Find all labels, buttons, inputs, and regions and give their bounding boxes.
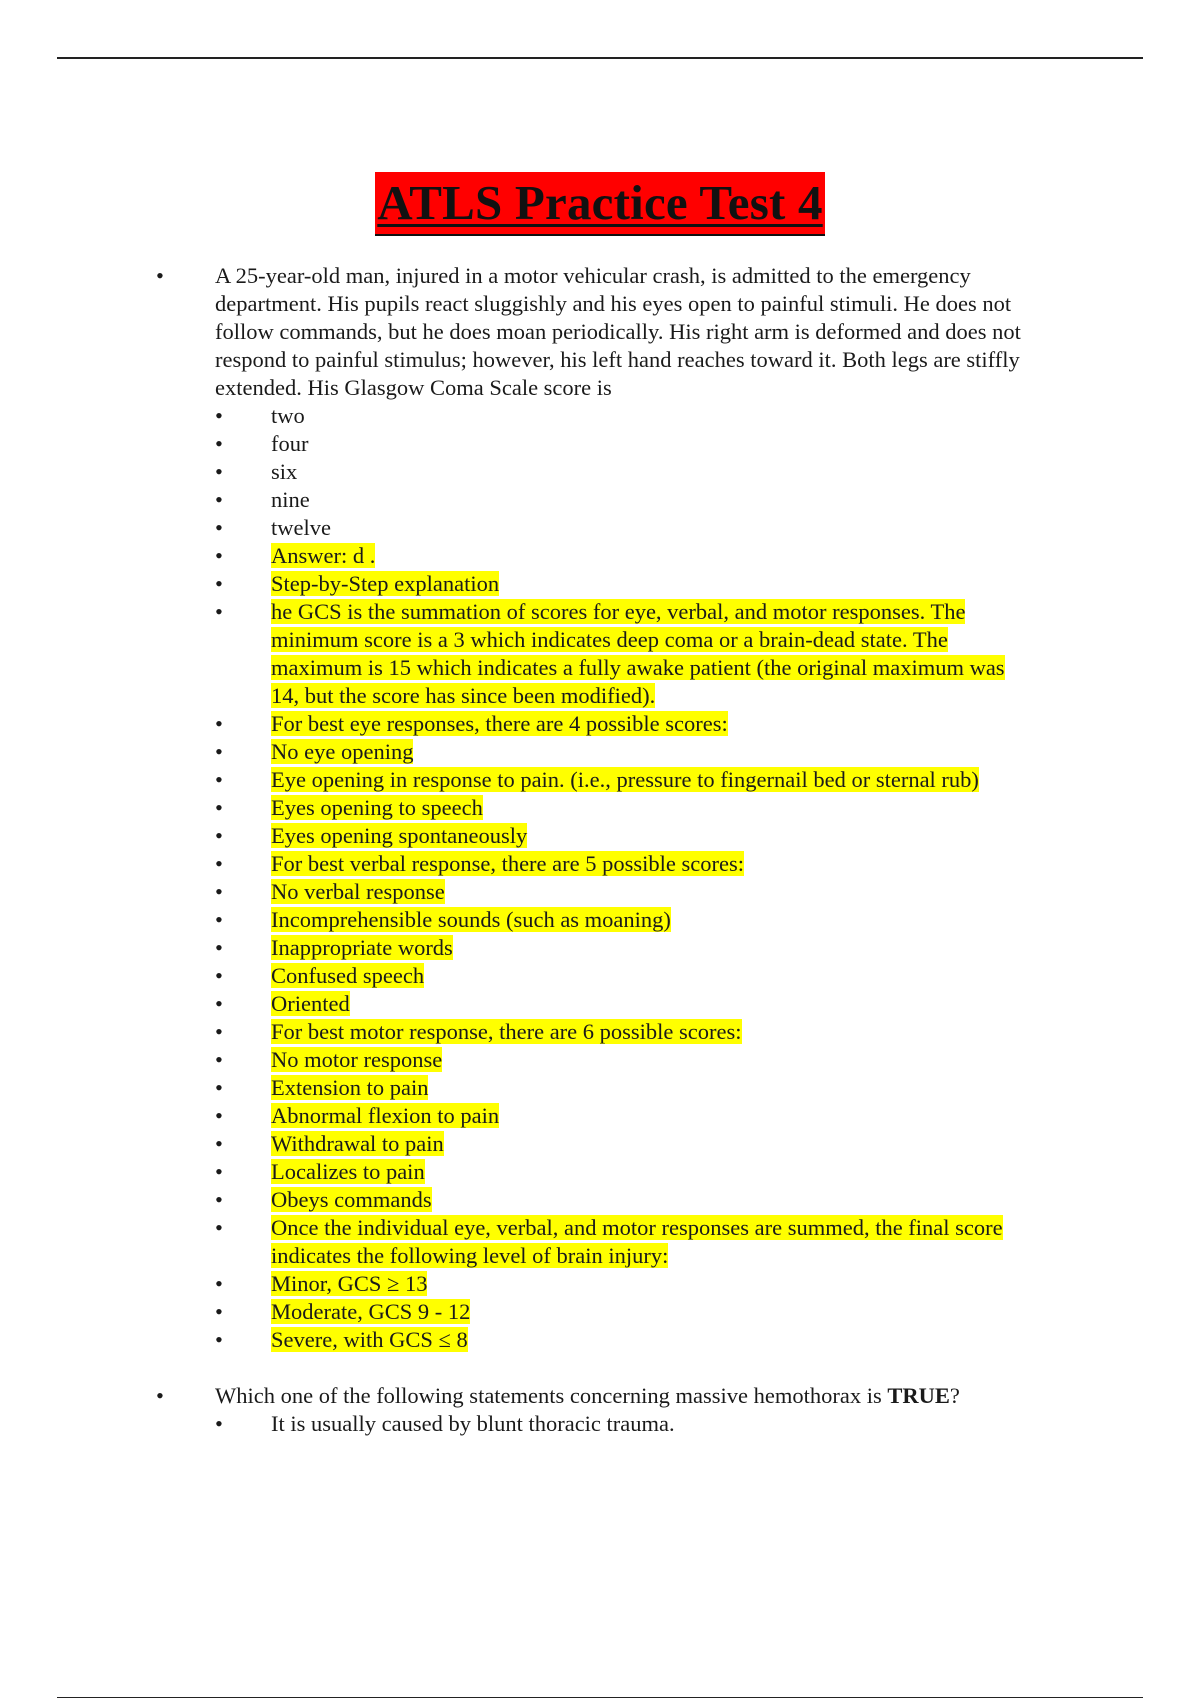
explanation-item: Once the individual eye, verbal, and motor responses are summed, the final score indicates the following level of brain injury: bbox=[271, 1215, 1003, 1268]
answer-options bbox=[215, 1410, 1035, 1438]
list-item: six bbox=[271, 459, 298, 484]
question-2 bbox=[0, 1382, 1035, 1438]
document-title: ATLS Practice Test 4 bbox=[375, 172, 824, 236]
explanation-heading: Step-by-Step explanation bbox=[271, 571, 500, 596]
explanation-item: Eyes opening to speech bbox=[271, 795, 483, 820]
answer-options bbox=[215, 402, 1035, 1354]
explanation-item: Moderate, GCS 9 - 12 bbox=[271, 1299, 471, 1324]
explanation-item: No motor response bbox=[271, 1047, 443, 1072]
answer-line: Answer: d . bbox=[271, 543, 376, 568]
header-rule bbox=[57, 57, 1143, 59]
list-item: nine bbox=[271, 487, 310, 512]
explanation-item: Obeys commands bbox=[271, 1187, 432, 1212]
explanation-item: Withdrawal to pain bbox=[271, 1131, 444, 1156]
list-item: It is usually caused by blunt thoracic trauma. bbox=[271, 1411, 675, 1436]
explanation-item: he GCS is the summation of scores for eye, verbal, and motor responses. The minimum score is a 3 which indicates deep coma or a brain-dead state. The maximum is 15 which indicates a fully awake patient (the original maximum was 14, but the score has since been modified). bbox=[271, 599, 1005, 708]
explanation-item: Extension to pain bbox=[271, 1075, 429, 1100]
explanation-item: No verbal response bbox=[271, 879, 445, 904]
footer-rule bbox=[57, 1697, 1143, 1698]
explanation-item: Incomprehensible sounds (such as moaning) bbox=[271, 907, 671, 932]
explanation-item: Minor, GCS ≥ 13 bbox=[271, 1271, 428, 1296]
explanation-item: Severe, with GCS ≤ 8 bbox=[271, 1327, 468, 1352]
explanation-item: For best eye responses, there are 4 possible scores: bbox=[271, 711, 728, 736]
document-body bbox=[0, 262, 1200, 1438]
explanation-item: Eyes opening spontaneously bbox=[271, 823, 528, 848]
explanation-item: For best motor response, there are 6 possible scores: bbox=[271, 1019, 742, 1044]
explanation-item: Localizes to pain bbox=[271, 1159, 425, 1184]
question-bullet: • bbox=[156, 263, 164, 288]
explanation-item: No eye opening bbox=[271, 739, 414, 764]
question-1 bbox=[0, 262, 1035, 1354]
title-container bbox=[0, 172, 1200, 236]
explanation-item: Inappropriate words bbox=[271, 935, 453, 960]
question-stem: A 25-year-old man, injured in a motor vehicular crash, is admitted to the emergency department. His pupils react sluggishly and his eyes open to painful stimuli. He does not follow commands, but he does moan periodically. His right arm is deformed and does not respond to painful stimulus; however, his left hand reaches toward it. Both legs are stiffly extended. His Glasgow Coma Scale score is bbox=[215, 263, 1021, 400]
explanation-item: For best verbal response, there are 5 possible scores: bbox=[271, 851, 744, 876]
list-item: four bbox=[271, 431, 309, 456]
question-stem: Which one of the following statements concerning massive hemothorax is TRUE? bbox=[215, 1383, 960, 1408]
explanation-item: Confused speech bbox=[271, 963, 425, 988]
explanation-item: Oriented bbox=[271, 991, 350, 1016]
explanation-item: Abnormal flexion to pain bbox=[271, 1103, 500, 1128]
question-bullet: • bbox=[156, 1383, 164, 1408]
explanation-item: Eye opening in response to pain. (i.e., pressure to fingernail bed or sternal rub) bbox=[271, 767, 979, 792]
list-item: two bbox=[271, 403, 305, 428]
list-item: twelve bbox=[271, 515, 331, 540]
